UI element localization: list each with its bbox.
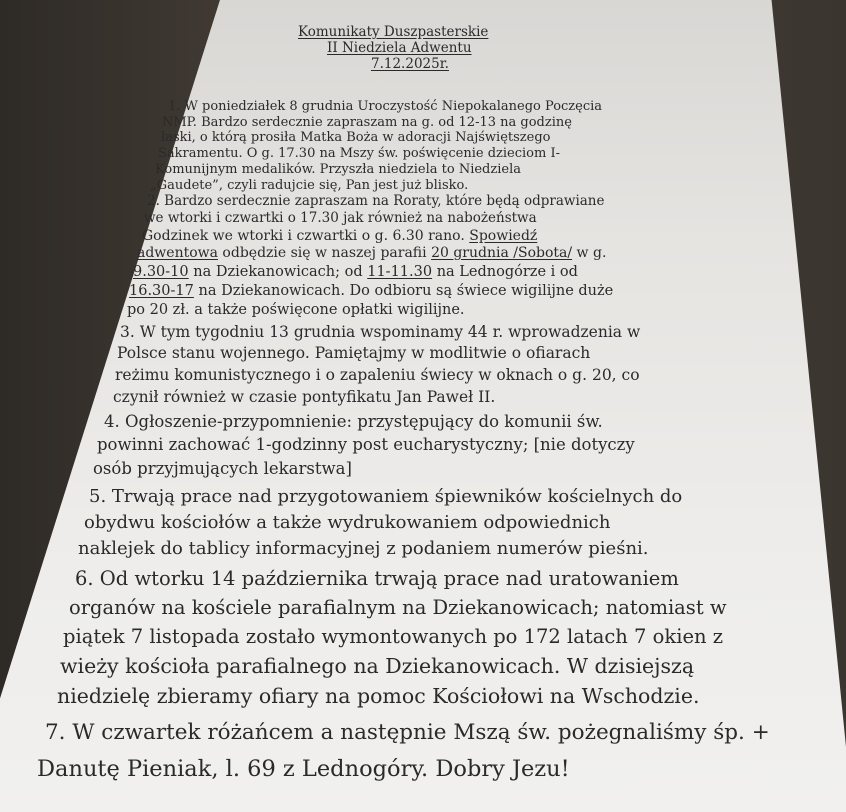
announcement-line: piątek 7 listopada zostało wymontowanych po 172 latach 7 okien z	[63, 625, 724, 648]
announcement-line: łaski, o którą prosiła Matka Boża w adoracji Najświętszego	[161, 130, 551, 145]
announcement-line: powinni zachować 1-godzinny post eucharystyczny; [nie dotyczy	[97, 435, 635, 454]
announcement-line: organów na kościele parafialnym na Dziekanowicach; natomiast w	[69, 596, 727, 619]
page-title: Komunikaty Duszpasterskie	[298, 24, 489, 40]
announcement-line: „Gaudete”, czyli radujcie się, Pan jest już blisko.	[150, 178, 469, 193]
line-text: w g.	[572, 245, 607, 261]
announcement-line: 2. Bardzo serdecznie zapraszam na Roraty, które będą odprawiane	[147, 193, 605, 209]
announcement-line: Komunijnym medalików. Przyszła niedziela to Niedziela	[155, 162, 521, 177]
underlined-text: 9.30-10	[133, 264, 189, 280]
page-subtitle: II Niedziela Adwentu	[327, 40, 472, 56]
page-date: 7.12.2025r.	[371, 56, 449, 72]
underlined-text: Spowiedź	[469, 228, 538, 244]
announcement-line: we wtorki i czwartki o 17.30 jak również na nabożeństwa	[144, 210, 537, 226]
line-text: odbędzie się w naszej parafii	[217, 245, 432, 261]
announcement-line: naklejek do tablicy informacyjnej z podaniem numerów pieśni.	[78, 538, 649, 559]
announcement-line: obydwu kościołów a także wydrukowaniem odpowiednich	[84, 512, 611, 533]
announcement-line: reżimu komunistycznego i o zapaleniu świecy w oknach o g. 20, co	[115, 366, 640, 384]
underlined-text: 20 grudnia /Sobota/	[431, 245, 573, 261]
announcement-line: 6. Od wtorku 14 października trwają prace nad uratowaniem	[75, 567, 679, 590]
announcement-line: osób przyjmujących lekarstwa]	[93, 459, 352, 478]
line-text: na Dziekanowicach; od	[188, 264, 368, 280]
underlined-text: 16.30-17	[129, 283, 194, 299]
announcement-line: NMP. Bardzo serdecznie zapraszam na g. od 12-13 na godzinę	[162, 115, 572, 130]
announcement-line	[129, 284, 613, 299]
announcement-line	[137, 246, 606, 260]
announcement-line: 7. W czwartek różańcem a następnie Mszą św. pożegnaliśmy śp. +	[45, 720, 770, 745]
announcement-line: czynił również w czasie pontyfikatu Jan Paweł II.	[113, 388, 496, 406]
announcement-line: Sakramentu. O g. 17.30 na Mszy św. poświęcenie dzieciom I-	[158, 146, 560, 161]
announcement-line: 3. W tym tygodniu 13 grudnia wspominamy 44 r. wprowadzenia w	[120, 323, 641, 341]
announcement-line: 1. W poniedziałek 8 grudnia Uroczystość Niepokalanego Poczęcia	[168, 99, 603, 114]
underlined-text: adwentowa	[137, 245, 218, 261]
announcement-line: Danutę Pieniak, l. 69 z Lednogóry. Dobry Jezu!	[37, 756, 570, 782]
announcement-line: 5. Trwają prace nad przygotowaniem śpiewników kościelnych do	[89, 486, 683, 507]
line-text: na Lednogórze i od	[432, 264, 578, 280]
announcement-line	[133, 265, 578, 280]
announcement-line: niedzielę zbieramy ofiary na pomoc Kościołowi na Wschodzie.	[57, 684, 700, 708]
line-text: na Dziekanowicach. Do odbioru są świece wigilijne duże	[193, 283, 614, 299]
underlined-text: 11-11.30	[367, 264, 433, 280]
announcement-line: 4. Ogłoszenie-przypomnienie: przystępujący do komunii św.	[104, 412, 603, 431]
announcement-line: wieży kościoła parafialnego na Dziekanowicach. W dzisiejszą	[60, 654, 695, 678]
announcement-line: Polsce stanu wojennego. Pamiętajmy w modlitwie o ofiarach	[117, 344, 591, 362]
announcement-line	[142, 229, 537, 243]
announcement-line: po 20 zł. a także poświęcone opłatki wigilijne.	[127, 302, 465, 318]
line-text: Godzinek we wtorki i czwartki o g. 6.30 rano.	[142, 228, 465, 244]
